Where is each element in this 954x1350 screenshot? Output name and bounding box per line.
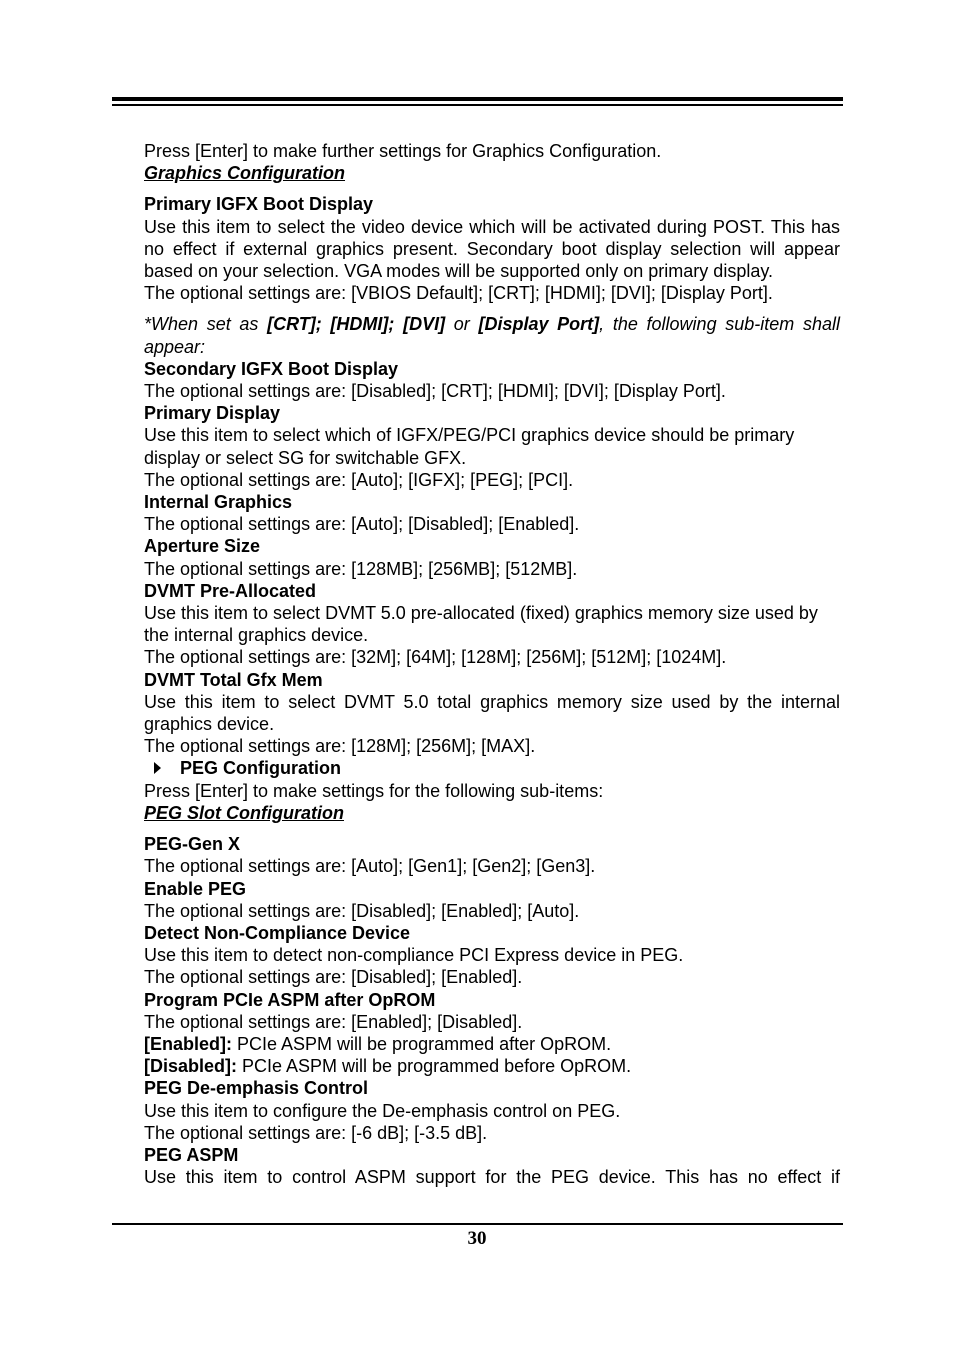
item-heading-detect-noncompliance: Detect Non-Compliance Device [144,922,411,943]
item-enabled-line [144,1033,840,1055]
item-options-enable-peg: The optional settings are: [Disabled]; [Enabled]; [Auto]. [144,900,580,921]
item-desc-dvmt-pre-allocated: Use this item to select DVMT 5.0 pre-allocated (fixed) graphics memory size used by the internal graphics device. [144,603,818,646]
item-heading-peg-aspm: PEG ASPM [144,1144,239,1165]
item-disabled-line [144,1055,840,1077]
note-post: , the following sub-item shall appear: [144,314,840,357]
item-desc-dvmt-total: Use this item to select DVMT 5.0 total graphics memory size used by the internal graphics device. [144,691,840,735]
item-options-aperture-size: The optional settings are: [128MB]; [256MB]; [512MB]. [144,558,578,579]
section-title-peg-slot-configuration: PEG Slot Configuration [144,802,344,823]
item-options-primary-igfx: The optional settings are: [VBIOS Default]; [CRT]; [HDMI]; [DVI]; [Display Port]. [144,283,773,304]
submenu-peg-configuration [144,757,840,779]
item-heading-aperture-size: Aperture Size [144,536,261,557]
page-number: 30 [467,1228,487,1249]
item-options-peg-deemphasis: The optional settings are: [-6 dB]; [-3.5 dB]. [144,1122,488,1143]
item-desc-peg-aspm: Use this item to control ASPM support for the PEG device. This has no effect if [144,1167,840,1188]
section-title-graphics-configuration: Graphics Configuration [144,163,346,184]
item-options-detect-noncompliance: The optional settings are: [Disabled]; [Enabled]. [144,967,523,988]
item-heading-primary-igfx: Primary IGFX Boot Display [144,194,374,215]
item-options-secondary-igfx: The optional settings are: [Disabled]; [CRT]; [HDMI]; [DVI]; [Display Port]. [144,381,726,402]
item-heading-primary-display: Primary Display [144,403,281,424]
footer-rule [112,1223,843,1225]
intro-text: Press [Enter] to make further settings for Graphics Configuration. [144,141,662,161]
item-options-dvmt-pre-allocated: The optional settings are: [32M]; [64M]; [128M]; [256M]; [512M]; [1024M]. [144,647,727,668]
disabled-label: [Disabled]: [144,1056,238,1077]
submenu-label-peg-configuration: PEG Configuration [180,758,341,779]
note-pre: *When set as [144,314,268,335]
item-desc-primary-igfx: Use this item to select the video device which will be activated during POST. This has no effect if external graphics present. Secondary boot display selection will appear based on your selection. VGA modes will be supported only on primary display. [144,216,840,282]
header-rule-thick [112,97,843,101]
item-options-peg-gen-x: The optional settings are: [Auto]; [Gen1]; [Gen2]; [Gen3]. [144,856,596,877]
item-heading-secondary-igfx: Secondary IGFX Boot Display [144,358,399,379]
note-mid: or [445,314,479,335]
item-heading-program-aspm: Program PCIe ASPM after OpROM [144,989,436,1010]
enabled-text: PCIe ASPM will be programmed after OpROM. [232,1033,612,1054]
page-content [144,140,840,1188]
header-rule-thin [112,104,843,106]
item-options-dvmt-total: The optional settings are: [128M]; [256M]; [MAX]. [144,736,536,757]
item-heading-dvmt-pre-allocated: DVMT Pre-Allocated [144,580,317,601]
item-options-internal-graphics: The optional settings are: [Auto]; [Disabled]; [Enabled]. [144,514,580,535]
item-desc-peg-configuration: Press [Enter] to make settings for the following sub-items: [144,780,604,801]
sub-item-note [144,313,840,357]
item-heading-peg-gen-x: PEG-Gen X [144,834,241,855]
item-heading-enable-peg: Enable PEG [144,878,247,899]
item-options-primary-display: The optional settings are: [Auto]; [IGFX]; [PEG]; [PCI]. [144,469,574,490]
item-heading-peg-deemphasis: PEG De-emphasis Control [144,1078,369,1099]
enabled-label: [Enabled]: [144,1033,232,1054]
note-bold-2: [Display Port] [478,314,600,335]
item-options-program-aspm: The optional settings are: [Enabled]; [Disabled]. [144,1011,523,1032]
item-heading-dvmt-total: DVMT Total Gfx Mem [144,669,323,690]
item-heading-internal-graphics: Internal Graphics [144,492,293,513]
note-bold-1: [CRT]; [HDMI]; [DVI] [267,314,446,335]
item-desc-detect-noncompliance: Use this item to detect non-compliance PCI Express device in PEG. [144,945,684,966]
triangle-right-icon [154,762,161,774]
disabled-text: PCIe ASPM will be programmed before OpROM. [237,1056,632,1077]
item-desc-peg-deemphasis: Use this item to configure the De-emphasis control on PEG. [144,1100,621,1121]
item-desc-primary-display: Use this item to select which of IGFX/PEG/PCI graphics device should be primary display or select SG for switchable GFX. [144,425,795,468]
